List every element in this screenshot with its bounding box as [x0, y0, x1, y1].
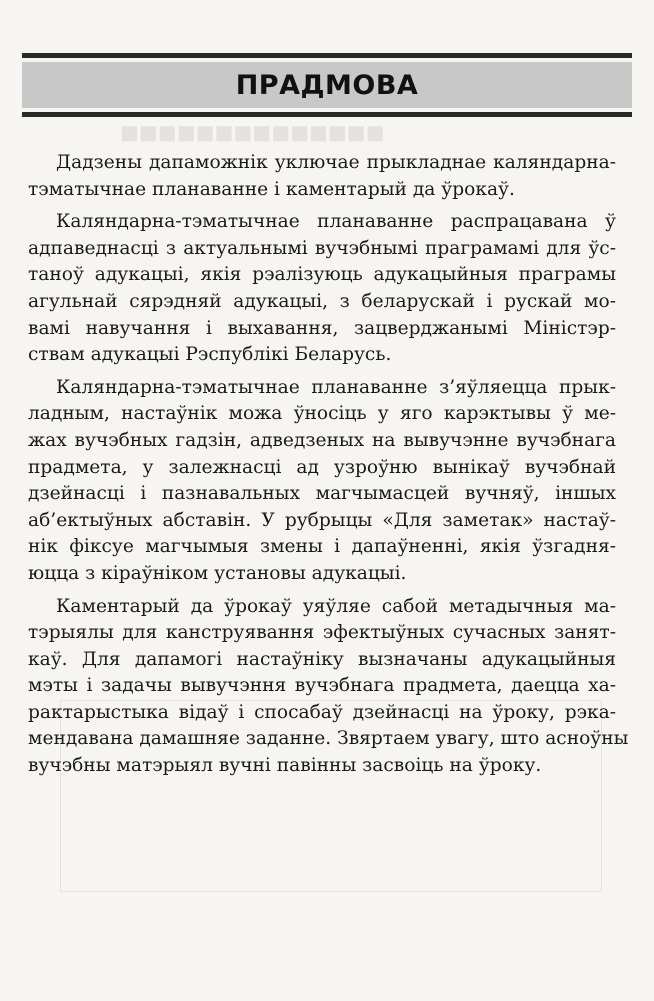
- text-line: нік фіксуе магчымыя змены і дапаўненні, якія ўзгадня-: [28, 536, 616, 558]
- paragraph: [28, 594, 629, 780]
- bleed-through-ghost: ■■■■■■■■■■■■■■: [120, 120, 385, 144]
- text-line: Дадзены дапаможнік уключае прыкладнае каляндарна-: [56, 152, 616, 173]
- text-line: прадмета, у залежнасці ад узроўню вынікаў вучэбнай: [28, 456, 616, 478]
- text-line: мендавана дамашняе заданне. Звяртаем увагу, што асноўны: [28, 728, 629, 750]
- text-line: рактарыстыка відаў і спосабаў дзейнасці на ўроку, рэка-: [28, 701, 616, 723]
- text-line: дзейнасці і пазнавальных магчымасцей вучняў, іншых: [28, 483, 616, 505]
- text-line: вамі навучання і выхавання, зацверджанымі Міністэр-: [28, 317, 616, 339]
- text-line: Каментарый да ўрокаў уяўляе сабой метадычныя ма-: [56, 595, 616, 617]
- header-rule-top: [22, 53, 632, 58]
- text-line: юцца з кіраўніком установы адукацыі.: [28, 562, 407, 584]
- header-band: [22, 62, 632, 108]
- text-line: таноў адукацыі, якія рэалізуюць адукацыйныя праграмы: [28, 264, 616, 286]
- text-line: мэты і задачы вывучэння вучэбнага прадмета, даецца ха-: [28, 675, 616, 697]
- text-line: агульнай сярэдняй адукацыі, з беларускай і рускай мо-: [28, 290, 616, 312]
- text-line: Каляндарна-тэматычнае планаванне з’яўляецца прык-: [56, 376, 616, 398]
- body-text: [28, 150, 629, 780]
- text-line: тэрыялы для канструявання эфектыўных сучасных занят-: [28, 622, 616, 644]
- text-line: каў. Для дапамогі настаўніку вызначаны адукацыйныя: [28, 648, 616, 670]
- header-rule-bottom: [22, 112, 632, 117]
- page-title: ПРАДМОВА: [235, 69, 419, 101]
- text-line: тэматычнае планаванне і каментарый да ўрокаў.: [28, 178, 515, 200]
- text-line: Каляндарна-тэматычнае планаванне распрацавана ў: [56, 211, 616, 233]
- paragraph: [28, 209, 616, 369]
- text-line: вучэбны матэрыял вучні павінны засвоіць на ўроку.: [28, 755, 542, 777]
- text-line: жах вучэбных гадзін, адведзеных на вывучэнне вучэбнага: [28, 429, 616, 451]
- text-line: ствам адукацыі Рэспублікі Беларусь.: [28, 344, 392, 366]
- paragraph: [28, 375, 616, 588]
- text-line: аб’ектыўных абставін. У рубрыцы «Для заметак» настаў-: [28, 509, 616, 531]
- text-line: ладным, настаўнік можа ўносіць у яго карэктывы ў ме-: [28, 403, 616, 425]
- paragraph: [28, 150, 616, 203]
- text-line: адпаведнасці з актуальнымі вучэбнымі праграмамі для ўс-: [28, 237, 616, 259]
